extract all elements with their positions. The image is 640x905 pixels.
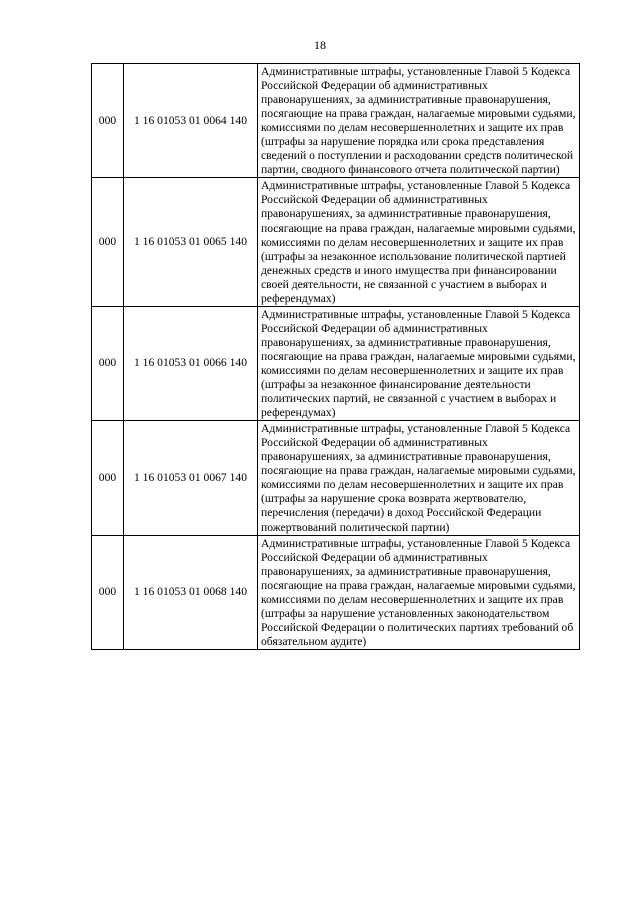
- admin-code-cell: 000: [92, 64, 124, 178]
- table-row: [92, 535, 580, 649]
- kbk-code-cell: 1 16 01053 01 0066 140: [124, 306, 258, 420]
- description-cell: Административные штрафы, установленные Главой 5 Кодекса Российской Федерации об административных правонарушениях, за административные правонарушения, посягающие на права граждан, налагаемые мировыми судьями, комиссиями по делам несовершеннолетних и защите их прав (штрафы за нарушение срока возврата жертвователю, перечисления (передачи) в доход Российской Федерации пожертвований политической партии): [258, 421, 580, 535]
- table-row: [92, 306, 580, 420]
- table-row: [92, 421, 580, 535]
- admin-code-cell: 000: [92, 306, 124, 420]
- page-number: 18: [314, 38, 326, 52]
- kbk-code-cell: 1 16 01053 01 0068 140: [124, 535, 258, 649]
- description-cell: Административные штрафы, установленные Главой 5 Кодекса Российской Федерации об административных правонарушениях, за административные правонарушения, посягающие на права граждан, налагаемые мировыми судьями, комиссиями по делам несовершеннолетних и защите их прав (штрафы за незаконное финансирование деятельности политических партий, не связанной с участием в выборах и референдумах): [258, 306, 580, 420]
- admin-code-cell: 000: [92, 421, 124, 535]
- table-row: [92, 64, 580, 178]
- table-row: [92, 178, 580, 306]
- budget-codes-table: [91, 63, 580, 650]
- admin-code-cell: 000: [92, 178, 124, 306]
- admin-code-cell: 000: [92, 535, 124, 649]
- kbk-code-cell: 1 16 01053 01 0065 140: [124, 178, 258, 306]
- description-cell: Административные штрафы, установленные Главой 5 Кодекса Российской Федерации об административных правонарушениях, за административные правонарушения, посягающие на права граждан, налагаемые мировыми судьями, комиссиями по делам несовершеннолетних и защите их прав (штрафы за нарушение установленных законодательством Российской Федерации о политических партиях требований об обязательном аудите): [258, 535, 580, 649]
- description-cell: Административные штрафы, установленные Главой 5 Кодекса Российской Федерации об административных правонарушениях, за административные правонарушения, посягающие на права граждан, налагаемые мировыми судьями, комиссиями по делам несовершеннолетних и защите их прав (штрафы за незаконное использование политической партией денежных средств и иного имущества при финансировании своей деятельности, не связанной с участием в выборах и референдумах): [258, 178, 580, 306]
- description-cell: Административные штрафы, установленные Главой 5 Кодекса Российской Федерации об административных правонарушениях, за административные правонарушения, посягающие на права граждан, налагаемые мировыми судьями, комиссиями по делам несовершеннолетних и защите их прав (штрафы за нарушение порядка или срока представления сведений о поступлении и расходовании средств политической партии, сводного финансового отчета политической партии): [258, 64, 580, 178]
- kbk-code-cell: 1 16 01053 01 0064 140: [124, 64, 258, 178]
- kbk-code-cell: 1 16 01053 01 0067 140: [124, 421, 258, 535]
